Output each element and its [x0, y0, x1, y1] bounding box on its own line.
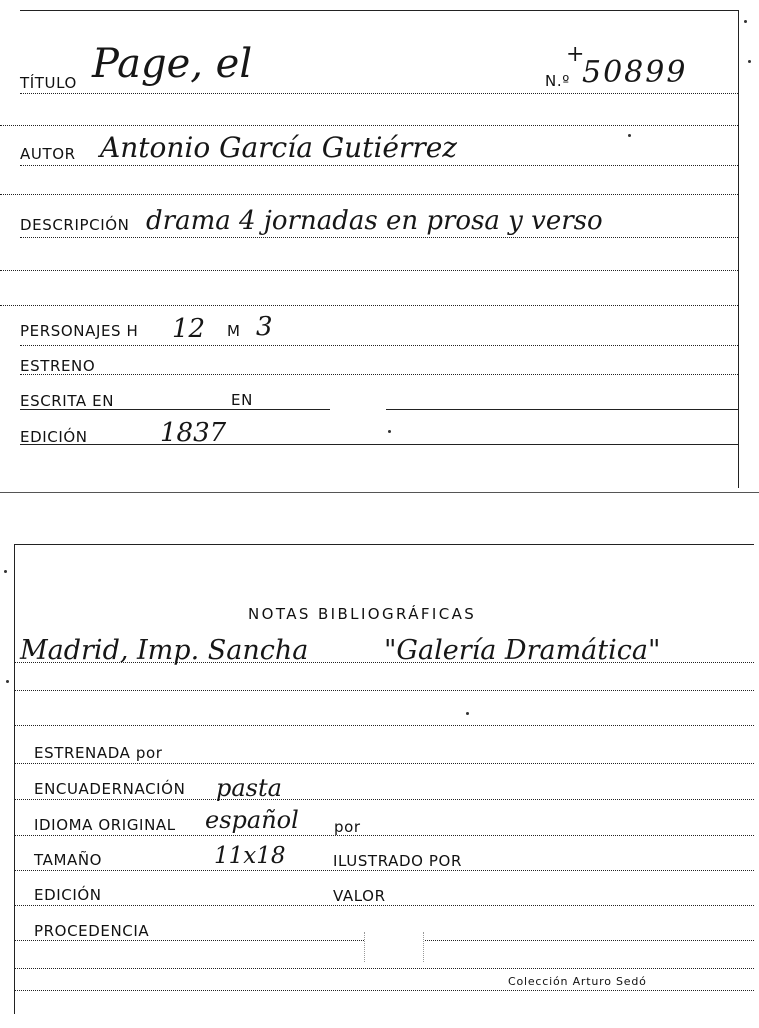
edicion-value: 1837 — [160, 418, 227, 448]
descripcion-rule — [20, 237, 738, 238]
estrenada-label: ESTRENADA por — [34, 744, 163, 762]
card-top-border — [14, 544, 754, 545]
notas-rule-3 — [14, 725, 754, 726]
titulo-label: TÍTULO — [20, 74, 77, 92]
tamano-rule — [14, 870, 754, 871]
edicion-back-label: EDICIÓN — [34, 886, 102, 904]
notas-heading: NOTAS BIBLIOGRÁFICAS — [248, 605, 477, 623]
escrita-rule-right — [386, 409, 738, 410]
card-right-border — [738, 10, 739, 488]
personajes-label: PERSONAJES H — [20, 322, 139, 340]
numero-label: N.º — [545, 72, 570, 90]
tamano-label: TAMAÑO — [34, 851, 103, 869]
descripcion-label: DESCRIPCIÓN — [20, 216, 130, 234]
punch-hole-patch — [364, 932, 424, 962]
autor-value: Antonio García Gutiérrez — [100, 131, 458, 164]
notas-rule-2 — [14, 690, 754, 691]
titulo-rule — [20, 93, 738, 94]
ilustrado-label: ILUSTRADO POR — [333, 852, 462, 870]
tamano-value: 11x18 — [214, 843, 286, 869]
escrita-en-label: ESCRITA EN — [20, 392, 115, 410]
edicion-rule — [20, 444, 738, 445]
personajes-m-label: M — [227, 322, 241, 340]
speck — [628, 134, 631, 137]
blank-rule-2 — [0, 194, 738, 195]
por-label: por — [334, 818, 361, 836]
autor-rule — [20, 165, 738, 166]
blank-rule-3 — [0, 270, 738, 271]
personajes-h-value: 12 — [172, 314, 206, 344]
speck — [744, 20, 747, 23]
edicion-label: EDICIÓN — [20, 428, 88, 446]
speck — [4, 570, 7, 573]
idioma-value: español — [205, 806, 299, 834]
coleccion-label: Colección Arturo Sedó — [508, 975, 647, 988]
estreno-rule — [20, 374, 738, 375]
edicion-back-rule — [14, 905, 754, 906]
valor-label: VALOR — [333, 887, 386, 905]
blank-rule-4 — [0, 305, 738, 306]
blank-rule-back — [14, 968, 754, 969]
numero-mark: + — [566, 42, 585, 67]
speck — [388, 430, 391, 433]
titulo-value: Page, el — [92, 41, 253, 87]
personajes-m-value: 3 — [256, 312, 273, 342]
catalog-card-back — [0, 540, 759, 1028]
numero-value: 50899 — [582, 55, 688, 90]
estrenada-rule — [14, 763, 754, 764]
procedencia-label: PROCEDENCIA — [34, 922, 150, 940]
speck — [6, 680, 9, 683]
descripcion-value: drama 4 jornadas en prosa y verso — [146, 206, 603, 236]
encuadernacion-value: pasta — [216, 774, 282, 802]
notas-left: Madrid, Imp. Sancha — [20, 635, 309, 666]
notas-rule-1 — [14, 662, 754, 663]
blank-rule-1 — [0, 125, 738, 126]
catalog-card-front — [0, 0, 759, 495]
notas-right: "Galería Dramática" — [384, 635, 661, 666]
bottom-rule-back — [14, 990, 754, 991]
card-bottom-edge — [0, 492, 759, 493]
personajes-rule — [20, 345, 738, 346]
card-top-border — [20, 10, 738, 11]
speck — [748, 60, 751, 63]
encuadernacion-label: ENCUADERNACIÓN — [34, 780, 186, 798]
speck — [466, 712, 469, 715]
en-label: EN — [231, 391, 253, 409]
encuadernacion-rule — [14, 799, 754, 800]
idioma-rule — [14, 835, 754, 836]
card-left-border — [14, 544, 15, 1014]
idioma-label: IDIOMA ORIGINAL — [34, 816, 176, 834]
estreno-label: ESTRENO — [20, 357, 96, 375]
autor-label: AUTOR — [20, 145, 76, 163]
escrita-rule — [20, 409, 330, 410]
